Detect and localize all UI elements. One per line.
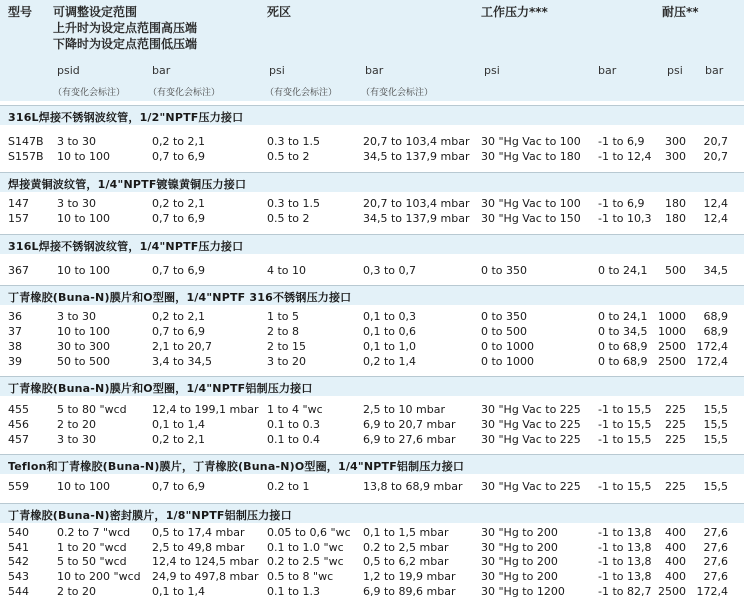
section-title: 丁青橡胶(Buna-N)密封膜片，1/8"NPTF铝制压力接口 (8, 509, 292, 522)
model-cell: 544 (8, 584, 29, 598)
deadband-bar-cell: 2,5 to 10 mbar (363, 403, 445, 416)
adjustable-psid-cell: 2 to 20 (57, 584, 97, 598)
adjustable-bar-cell: 0,2 to 2,1 (152, 433, 206, 446)
adjustable-psid-cell: 3 to 30 (57, 433, 97, 446)
proof-bar-cell: 27,6 (703, 570, 728, 584)
deadband-psi-cell: 2 to 15 (267, 340, 307, 353)
proof-psi-cell: 180 (665, 197, 686, 210)
proof-psi-cell: 400 (665, 540, 686, 554)
model-cell: 38 (8, 340, 22, 353)
deadband-psi-cell: 4 to 10 (267, 264, 307, 277)
deadband-bar-cell: 34,5 to 137,9 mbar (363, 150, 470, 163)
model-cell: 559 (8, 480, 29, 493)
proof-bar-cell: 27,6 (703, 555, 728, 569)
adjustable-bar-cell: 0,1 to 1,4 (152, 584, 206, 598)
table-row (0, 135, 744, 149)
adjustable-psid-cell: 30 to 300 (57, 340, 111, 353)
deadband-bar-cell: 34,5 to 137,9 mbar (363, 212, 470, 225)
table-row (0, 555, 744, 569)
adjustable-psid-cell: 10 to 100 (57, 264, 111, 277)
deadband-psi-cell: 1 to 5 (267, 310, 300, 323)
deadband-bar-cell: 0,2 to 1,4 (363, 355, 417, 368)
adjustable-psid-cell: 10 to 100 (57, 150, 111, 163)
model-cell: 147 (8, 197, 29, 210)
section-header (0, 376, 744, 396)
working-bar-cell: -1 to 82,7 (598, 584, 652, 598)
section-header (0, 105, 744, 125)
model-cell: S157B (8, 150, 44, 163)
table-row (0, 541, 744, 555)
working-psi-cell: 30 "Hg Vac to 150 (481, 212, 581, 225)
change-note: （有变化会标注） (148, 88, 221, 98)
table-row (0, 212, 744, 226)
proof-bar-cell: 15,5 (703, 403, 728, 416)
proof-bar-cell: 68,9 (703, 325, 728, 338)
working-bar-cell: 0 to 24,1 (598, 310, 648, 323)
adjustable-psid-cell: 3 to 30 (57, 197, 97, 210)
working-psi-cell: 0 to 500 (481, 325, 528, 338)
model-cell: 541 (8, 540, 29, 554)
deadband-psi-cell: 0.1 to 0.4 (267, 433, 321, 446)
working-bar-cell: -1 to 15,5 (598, 418, 652, 431)
adjustable-psid-cell: 0.2 to 7 "wcd (57, 526, 131, 539)
adjustable-bar-cell: 0,7 to 6,9 (152, 212, 206, 225)
model-cell: 540 (8, 526, 29, 539)
working-bar-cell: -1 to 12,4 (598, 150, 652, 163)
working-bar-cell: 0 to 34,5 (598, 325, 648, 338)
deadband-bar-cell: 6,9 to 20,7 mbar (363, 418, 456, 431)
table-row (0, 197, 744, 211)
table-row (0, 340, 744, 354)
proof-bar-cell: 172,4 (696, 340, 728, 353)
deadband-heading: 死区 (267, 5, 292, 19)
working-bar-cell: -1 to 10,3 (598, 212, 652, 225)
model-cell: 367 (8, 264, 29, 277)
table-row (0, 526, 744, 540)
proof-psi-cell: 180 (665, 212, 686, 225)
adjustable-bar-cell: 0,2 to 2,1 (152, 135, 206, 148)
model-cell: 37 (8, 325, 22, 338)
working-psi-cell: 30 "Hg to 200 (481, 570, 558, 584)
proof-bar-cell: 34,5 (703, 264, 728, 277)
adjustable-psid-cell: 5 to 80 "wcd (57, 403, 127, 416)
adjustable-psid-cell: 10 to 100 (57, 212, 111, 225)
working-psi-cell: 0 to 350 (481, 264, 528, 277)
proof-psi-cell: 500 (665, 264, 686, 277)
adjustable-psid-cell: 3 to 30 (57, 310, 97, 323)
adjustable-range-rising-note: 上升时为设定点范围高压端 (53, 21, 198, 35)
table-row (0, 403, 744, 417)
proof-psi-cell: 400 (665, 555, 686, 569)
working-psi-cell: 30 "Hg Vac to 225 (481, 403, 581, 416)
unit-label: psi (667, 64, 683, 77)
section-header (0, 234, 744, 254)
section-title: 丁青橡胶(Buna-N)膜片和O型圈，1/4"NPTF 316不锈钢压力接口 (8, 291, 352, 304)
proof-bar-cell: 20,7 (703, 150, 728, 163)
deadband-bar-cell: 0.2 to 2,5 mbar (363, 540, 449, 554)
adjustable-psid-cell: 1 to 20 "wcd (57, 540, 127, 554)
working-bar-cell: -1 to 13,8 (598, 526, 652, 539)
deadband-psi-cell: 0.3 to 1.5 (267, 197, 321, 210)
unit-label: psid (57, 64, 80, 77)
unit-label: bar (365, 64, 384, 77)
deadband-psi-cell: 0.3 to 1.5 (267, 135, 321, 148)
table-row (0, 480, 744, 494)
deadband-psi-cell: 0.5 to 2 (267, 212, 310, 225)
working-bar-cell: -1 to 15,5 (598, 403, 652, 416)
model-cell: 542 (8, 555, 29, 569)
working-psi-cell: 30 "Hg Vac to 225 (481, 480, 581, 493)
change-note: （有变化会标注） (53, 88, 126, 98)
proof-bar-cell: 27,6 (703, 526, 728, 539)
working-psi-cell: 0 to 350 (481, 310, 528, 323)
table-row (0, 264, 744, 278)
deadband-psi-cell: 3 to 20 (267, 355, 307, 368)
table-row (0, 310, 744, 324)
proof-psi-cell: 225 (665, 403, 686, 416)
adjustable-bar-cell: 0,7 to 6,9 (152, 150, 206, 163)
working-psi-cell: 30 "Hg to 1200 (481, 584, 565, 598)
proof-bar-cell: 20,7 (703, 135, 728, 148)
section-header (0, 454, 744, 474)
adjustable-range-falling-note: 下降时为设定点范围低压端 (53, 37, 198, 51)
model-cell: 39 (8, 355, 22, 368)
working-psi-cell: 0 to 1000 (481, 340, 535, 353)
proof-psi-cell: 2500 (658, 355, 686, 368)
deadband-psi-cell: 0.05 to 0,6 "wc (267, 526, 351, 539)
model-cell: S147B (8, 135, 44, 148)
working-psi-cell: 30 "Hg to 200 (481, 540, 558, 554)
table-header (0, 0, 744, 101)
deadband-bar-cell: 20,7 to 103,4 mbar (363, 135, 470, 148)
adjustable-bar-cell: 0,7 to 6,9 (152, 480, 206, 493)
model-cell: 543 (8, 570, 29, 584)
deadband-bar-cell: 0,1 to 0,3 (363, 310, 417, 323)
adjustable-psid-cell: 3 to 30 (57, 135, 97, 148)
unit-label: psi (269, 64, 285, 77)
working-bar-cell: -1 to 13,8 (598, 570, 652, 584)
deadband-bar-cell: 0,3 to 0,7 (363, 264, 417, 277)
table-row (0, 585, 744, 599)
proof-psi-cell: 2500 (658, 584, 686, 598)
working-bar-cell: -1 to 15,5 (598, 480, 652, 493)
unit-label: bar (598, 64, 617, 77)
adjustable-psid-cell: 50 to 500 (57, 355, 111, 368)
table-row (0, 433, 744, 447)
working-psi-cell: 0 to 1000 (481, 355, 535, 368)
adjustable-psid-cell: 2 to 20 (57, 418, 97, 431)
deadband-psi-cell: 1 to 4 "wc (267, 403, 323, 416)
table-row (0, 570, 744, 584)
adjustable-psid-cell: 10 to 100 (57, 480, 111, 493)
proof-bar-cell: 12,4 (703, 212, 728, 225)
deadband-bar-cell: 6,9 to 89,6 mbar (363, 584, 456, 598)
proof-bar-cell: 68,9 (703, 310, 728, 323)
adjustable-bar-cell: 0,7 to 6,9 (152, 264, 206, 277)
working-psi-cell: 30 "Hg to 200 (481, 526, 558, 539)
section-header (0, 503, 744, 523)
working-bar-cell: 0 to 24,1 (598, 264, 648, 277)
adjustable-bar-cell: 0,2 to 2,1 (152, 310, 206, 323)
section-title: Teflon和丁青橡胶(Buna-N)膜片，丁青橡胶(Buna-N)O型圈，1/4"NPTF铝制压力接口 (8, 460, 465, 473)
adjustable-bar-cell: 12,4 to 124,5 mbar (152, 555, 259, 569)
adjustable-bar-cell: 12,4 to 199,1 mbar (152, 403, 259, 416)
proof-bar-cell: 15,5 (703, 418, 728, 431)
proof-pressure-heading: 耐压** (662, 5, 699, 19)
model-cell: 455 (8, 403, 29, 416)
proof-bar-cell: 27,6 (703, 540, 728, 554)
proof-psi-cell: 300 (665, 135, 686, 148)
adjustable-bar-cell: 0,5 to 17,4 mbar (152, 526, 245, 539)
section-header (0, 172, 744, 192)
deadband-psi-cell: 0.2 to 1 (267, 480, 310, 493)
working-bar-cell: 0 to 68,9 (598, 340, 648, 353)
table-row (0, 325, 744, 339)
table-row (0, 150, 744, 164)
working-pressure-heading: 工作压力*** (481, 5, 548, 19)
proof-bar-cell: 172,4 (696, 584, 728, 598)
section-title: 316L焊接不锈钢波纹管，1/4"NPTF压力接口 (8, 240, 244, 253)
model-cell: 456 (8, 418, 29, 431)
deadband-bar-cell: 13,8 to 68,9 mbar (363, 480, 463, 493)
section-title: 焊接黄铜波纹管，1/4"NPTF镀镍黄铜压力接口 (8, 178, 247, 191)
proof-psi-cell: 1000 (658, 310, 686, 323)
adjustable-bar-cell: 3,4 to 34,5 (152, 355, 213, 368)
proof-psi-cell: 400 (665, 570, 686, 584)
adjustable-bar-cell: 0,7 to 6,9 (152, 325, 206, 338)
model-cell: 457 (8, 433, 29, 446)
change-note: （有变化会标注） (265, 88, 338, 98)
working-psi-cell: 30 "Hg Vac to 180 (481, 150, 581, 163)
proof-psi-cell: 1000 (658, 325, 686, 338)
proof-bar-cell: 12,4 (703, 197, 728, 210)
proof-bar-cell: 172,4 (696, 355, 728, 368)
deadband-psi-cell: 0.5 to 2 (267, 150, 310, 163)
adjustable-bar-cell: 0,1 to 1,4 (152, 418, 206, 431)
working-bar-cell: -1 to 15,5 (598, 433, 652, 446)
deadband-psi-cell: 2 to 8 (267, 325, 300, 338)
model-heading: 型号 (8, 5, 33, 19)
proof-psi-cell: 400 (665, 526, 686, 539)
deadband-psi-cell: 0.1 to 0.3 (267, 418, 321, 431)
adjustable-psid-cell: 10 to 200 "wcd (57, 570, 141, 584)
proof-psi-cell: 225 (665, 433, 686, 446)
proof-bar-cell: 15,5 (703, 433, 728, 446)
working-psi-cell: 30 "Hg Vac to 225 (481, 418, 581, 431)
deadband-psi-cell: 0.1 to 1.3 (267, 584, 321, 598)
deadband-bar-cell: 1,2 to 19,9 mbar (363, 570, 456, 584)
deadband-bar-cell: 0,5 to 6,2 mbar (363, 555, 449, 569)
working-bar-cell: -1 to 6,9 (598, 135, 645, 148)
model-cell: 36 (8, 310, 22, 323)
deadband-bar-cell: 0,1 to 0,6 (363, 325, 417, 338)
table-row (0, 418, 744, 432)
adjustable-psid-cell: 5 to 50 "wcd (57, 555, 127, 569)
change-note: （有变化会标注） (361, 88, 434, 98)
working-psi-cell: 30 "Hg to 200 (481, 555, 558, 569)
unit-label: psi (484, 64, 500, 77)
deadband-bar-cell: 0,1 to 1,0 (363, 340, 417, 353)
adjustable-range-heading: 可调整设定范围 (53, 5, 138, 19)
adjustable-psid-cell: 10 to 100 (57, 325, 111, 338)
adjustable-bar-cell: 24,9 to 497,8 mbar (152, 570, 259, 584)
working-bar-cell: 0 to 68,9 (598, 355, 648, 368)
proof-bar-cell: 15,5 (703, 480, 728, 493)
deadband-bar-cell: 6,9 to 27,6 mbar (363, 433, 456, 446)
deadband-psi-cell: 0.1 to 1.0 "wc (267, 540, 344, 554)
working-psi-cell: 30 "Hg Vac to 225 (481, 433, 581, 446)
proof-psi-cell: 225 (665, 480, 686, 493)
working-bar-cell: -1 to 13,8 (598, 555, 652, 569)
section-title: 丁青橡胶(Buna-N)膜片和O型圈，1/4"NPTF铝制压力接口 (8, 382, 313, 395)
adjustable-bar-cell: 2,5 to 49,8 mbar (152, 540, 245, 554)
model-cell: 157 (8, 212, 29, 225)
proof-psi-cell: 2500 (658, 340, 686, 353)
section-title: 316L焊接不锈钢波纹管，1/2"NPTF压力接口 (8, 111, 244, 124)
deadband-psi-cell: 0.5 to 8 "wc (267, 570, 334, 584)
adjustable-bar-cell: 0,2 to 2,1 (152, 197, 206, 210)
deadband-bar-cell: 0,1 to 1,5 mbar (363, 526, 449, 539)
section-header (0, 285, 744, 305)
proof-psi-cell: 225 (665, 418, 686, 431)
unit-label: bar (705, 64, 724, 77)
working-bar-cell: -1 to 6,9 (598, 197, 645, 210)
working-psi-cell: 30 "Hg Vac to 100 (481, 135, 581, 148)
unit-label: bar (152, 64, 171, 77)
deadband-bar-cell: 20,7 to 103,4 mbar (363, 197, 470, 210)
proof-psi-cell: 300 (665, 150, 686, 163)
table-row (0, 355, 744, 369)
adjustable-bar-cell: 2,1 to 20,7 (152, 340, 213, 353)
deadband-psi-cell: 0.2 to 2.5 "wc (267, 555, 344, 569)
working-psi-cell: 30 "Hg Vac to 100 (481, 197, 581, 210)
working-bar-cell: -1 to 13,8 (598, 540, 652, 554)
